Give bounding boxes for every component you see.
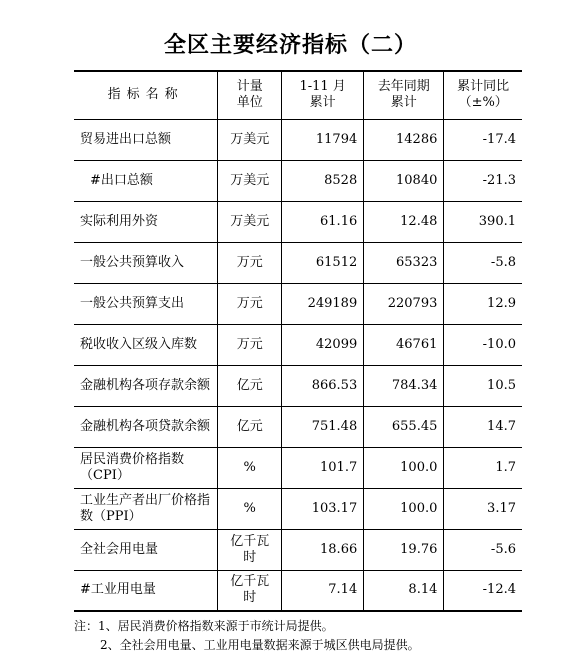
header-current-cumulative (282, 71, 364, 119)
unit-cell: 亿元 (218, 406, 282, 447)
yoy-value-cell: 12.9 (444, 283, 522, 324)
table-row (74, 201, 522, 242)
previous-value-cell: 784.34 (364, 365, 444, 406)
previous-value-cell: 8.14 (364, 570, 444, 611)
table-row (74, 242, 522, 283)
header-current-line1: 1-11 月 (299, 79, 346, 95)
unit-cell: 万元 (218, 283, 282, 324)
table-row (74, 447, 522, 488)
table-row (74, 529, 522, 570)
table-row (74, 406, 522, 447)
yoy-value-cell: 14.7 (444, 406, 522, 447)
previous-value-cell: 100.0 (364, 488, 444, 529)
indicator-name-cell: 金融机构各项贷款余额 (74, 406, 218, 447)
yoy-value-cell: 1.7 (444, 447, 522, 488)
indicator-name-cell: 实际利用外资 (74, 201, 218, 242)
current-value-cell: 42099 (282, 324, 364, 365)
header-indicator-name: 指标名称 (74, 71, 218, 119)
current-value-cell: 61.16 (282, 201, 364, 242)
table-body (74, 119, 522, 611)
current-value-cell: 11794 (282, 119, 364, 160)
table-row (74, 570, 522, 611)
footnote-1: 注：1、居民消费价格指数来源于市统计局提供。 (74, 619, 334, 633)
indicator-name-cell: 居民消费价格指数（CPI） (74, 447, 218, 488)
table-row (74, 365, 522, 406)
header-unit-line1: 计量 (236, 79, 263, 95)
header-previous-line2: 累计 (390, 95, 417, 111)
indicator-name-cell: 贸易进出口总额 (74, 119, 218, 160)
indicator-name-cell: 税收收入区级入库数 (74, 324, 218, 365)
unit-cell: 万美元 (218, 119, 282, 160)
header-unit (218, 71, 282, 119)
footnote-2: 2、全社会用电量、工业用电量数据来源于城区供电局提供。 (100, 638, 420, 652)
indicator-name-cell: 一般公共预算收入 (74, 242, 218, 283)
indicator-name-cell: 一般公共预算支出 (74, 283, 218, 324)
unit-cell: % (218, 447, 282, 488)
header-unit-line2: 单位 (236, 95, 263, 111)
unit-cell: 亿千瓦时 (218, 529, 282, 570)
yoy-value-cell: -12.4 (444, 570, 522, 611)
previous-value-cell: 220793 (364, 283, 444, 324)
indicator-name-cell: 工业生产者出厂价格指数（PPI） (74, 488, 218, 529)
unit-cell: 亿千瓦时 (218, 570, 282, 611)
header-yoy-line1: 累计同比 (457, 79, 510, 95)
table-row (74, 283, 522, 324)
current-value-cell: 103.17 (282, 488, 364, 529)
unit-cell: 亿元 (218, 365, 282, 406)
unit-cell: 万美元 (218, 160, 282, 201)
indicators-table (74, 70, 522, 612)
yoy-value-cell: -17.4 (444, 119, 522, 160)
previous-value-cell: 46761 (364, 324, 444, 365)
current-value-cell: 18.66 (282, 529, 364, 570)
current-value-cell: 751.48 (282, 406, 364, 447)
previous-value-cell: 100.0 (364, 447, 444, 488)
indicator-name-cell: #工业用电量 (74, 570, 218, 611)
yoy-value-cell: -5.8 (444, 242, 522, 283)
table-header-row (74, 71, 522, 119)
table-row (74, 160, 522, 201)
previous-value-cell: 12.48 (364, 201, 444, 242)
indicator-name-cell: #出口总额 (74, 160, 218, 201)
previous-value-cell: 10840 (364, 160, 444, 201)
yoy-value-cell: 390.1 (444, 201, 522, 242)
current-value-cell: 249189 (282, 283, 364, 324)
yoy-value-cell: -10.0 (444, 324, 522, 365)
previous-value-cell: 655.45 (364, 406, 444, 447)
current-value-cell: 866.53 (282, 365, 364, 406)
indicator-name-cell: 全社会用电量 (74, 529, 218, 570)
page-title: 全区主要经济指标（二） (163, 33, 417, 58)
yoy-value-cell: 3.17 (444, 488, 522, 529)
previous-value-cell: 14286 (364, 119, 444, 160)
header-yoy (444, 71, 522, 119)
yoy-value-cell: 10.5 (444, 365, 522, 406)
current-value-cell: 101.7 (282, 447, 364, 488)
table-row (74, 488, 522, 529)
header-previous-cumulative (364, 71, 444, 119)
current-value-cell: 61512 (282, 242, 364, 283)
unit-cell: % (218, 488, 282, 529)
header-current-line2: 累计 (309, 95, 336, 111)
previous-value-cell: 65323 (364, 242, 444, 283)
yoy-value-cell: -5.6 (444, 529, 522, 570)
table-row (74, 324, 522, 365)
unit-cell: 万元 (218, 324, 282, 365)
unit-cell: 万美元 (218, 201, 282, 242)
unit-cell: 万元 (218, 242, 282, 283)
current-value-cell: 8528 (282, 160, 364, 201)
indicator-name-cell: 金融机构各项存款余额 (74, 365, 218, 406)
header-previous-line1: 去年同期 (377, 79, 430, 95)
previous-value-cell: 19.76 (364, 529, 444, 570)
table-row (74, 119, 522, 160)
footnotes (74, 617, 420, 655)
header-yoy-line2: （±%） (458, 95, 508, 111)
current-value-cell: 7.14 (282, 570, 364, 611)
yoy-value-cell: -21.3 (444, 160, 522, 201)
